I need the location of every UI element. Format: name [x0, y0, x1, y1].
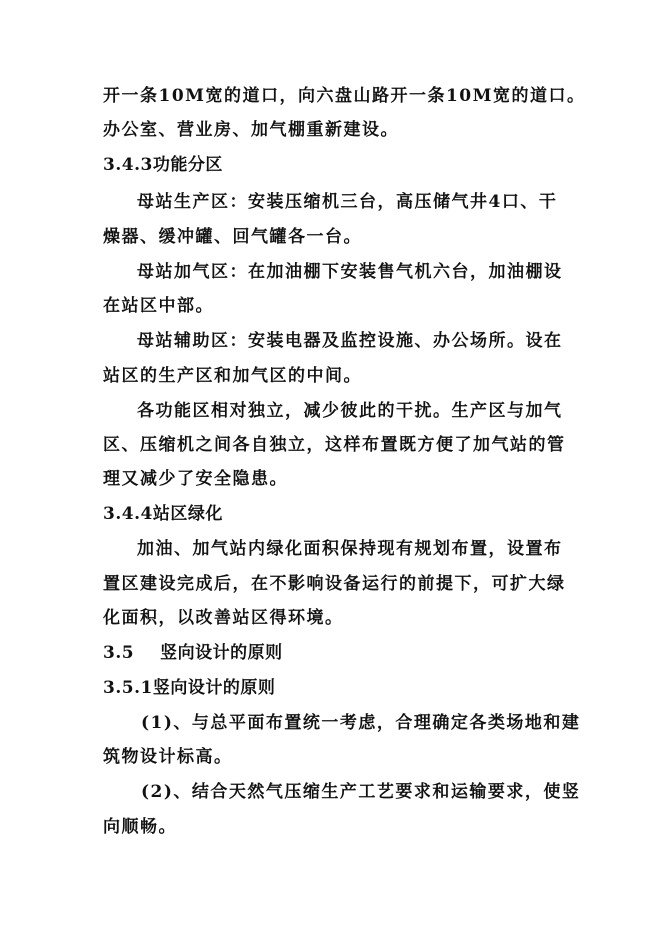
paragraph-line: 母站生产区：安装压缩机三台，高压储气井4口、干 [137, 192, 558, 212]
section-heading-3-4-3: 3.4.3功能分区 [103, 155, 223, 175]
section-title: 竖向设计的原则 [160, 643, 283, 663]
paragraph-line: 母站辅助区：安装电器及监控设施、办公场所。设在 [137, 331, 563, 351]
section-number: 3.5 [103, 643, 135, 663]
list-item-2: (2)、结合天然气压缩生产工艺要求和运输要求，使竖 [141, 782, 581, 802]
paragraph-line: 向顺畅。 [103, 817, 177, 837]
section-heading-3-4-4: 3.4.4站区绿化 [103, 504, 223, 524]
text-line: 开一条10M宽的道口，向六盘山路开一条10M宽的道口。 [103, 86, 586, 106]
paragraph-line: 置区建设完成后，在不影响设备运行的前提下，可扩大绿 [103, 574, 566, 594]
text-line: 办公室、营业房、加气棚重新建设。 [103, 120, 399, 140]
list-item-1: (1)、与总平面布置统一考虑，合理确定各类场地和建 [141, 713, 581, 733]
paragraph-line: 燥器、缓冲罐、回气罐各一台。 [103, 227, 362, 247]
section-heading-3-5-1: 3.5.1竖向设计的原则 [103, 678, 276, 698]
paragraph-line: 区、压缩机之间各自独立，这样布置既方便了加气站的管 [103, 435, 566, 455]
paragraph-line: 理又减少了安全隐患。 [103, 469, 288, 489]
paragraph-line: 站区的生产区和加气区的中间。 [103, 366, 362, 386]
paragraph-line: 筑物设计标高。 [103, 747, 233, 767]
paragraph-line: 母站加气区：在加油棚下安装售气机六台，加油棚设 [137, 262, 563, 282]
paragraph-line: 各功能区相对独立，减少彼此的干扰。生产区与加气 [137, 401, 563, 421]
section-heading-3-5 [103, 641, 283, 665]
paragraph-line: 化面积，以改善站区得环境。 [103, 608, 344, 628]
paragraph-line: 加油、加气站内绿化面积保持现有规划布置，设置布 [137, 539, 563, 559]
paragraph-line: 在站区中部。 [103, 296, 214, 316]
